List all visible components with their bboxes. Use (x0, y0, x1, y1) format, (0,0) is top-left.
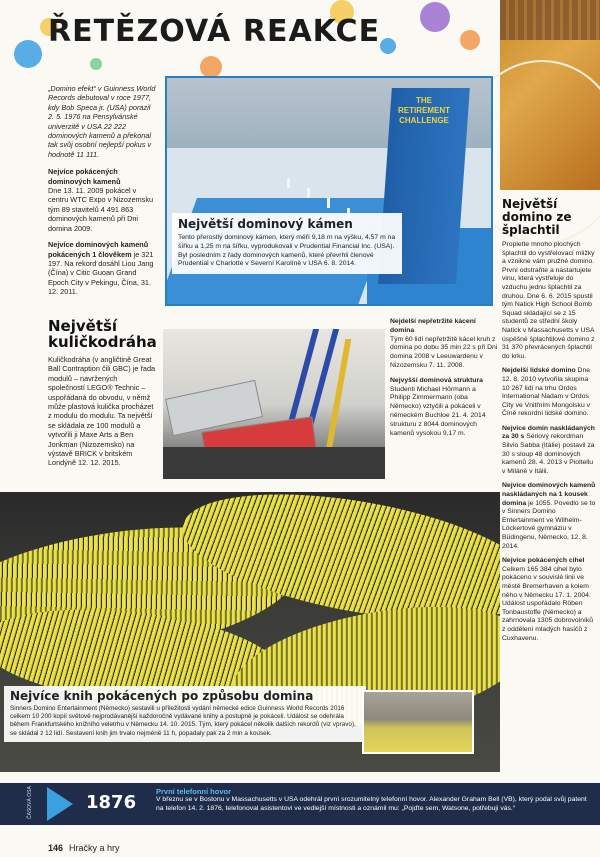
fact-block (502, 482, 596, 551)
bleachers (500, 0, 600, 40)
decor-bubble (380, 38, 396, 54)
decor-bubble (14, 40, 42, 68)
fact-block (502, 367, 596, 419)
middle-column (390, 318, 498, 444)
fact-block (48, 167, 158, 233)
fact-body: Celkem 165 384 cihel bylo pokáceno v souvislé linii ve městě Bremerhaven a kolem něho v Německu 17. 1. 2004. Událost uspořádalo Röben Tonbaustoffe (Německo) a zahrnovala 1305 dobrovolníků z oddělení mladých hasičů z Cuxhavenu. (502, 565, 594, 642)
section-name: Hračky a hry (69, 843, 120, 853)
timeline-label: ČASOVÁ OSA (27, 786, 33, 819)
decor-bubble (200, 56, 222, 78)
books-caption (4, 686, 366, 742)
books-title: Nejvíce knih pokácených po způsobu domina (10, 689, 314, 703)
decor-bubble (90, 58, 102, 70)
fact-body: Sériový rekordman Silvio Sabba (Itálie) postavil za 30 s sloup 48 dominových kamenů 28. 4. 2013 v Pioltellu v Miláně v Itálii. (502, 433, 595, 475)
stone-caption (172, 213, 402, 274)
shoe-title: Největší domino ze šplachtil (502, 197, 572, 237)
marble-title: Největší kuličkodráha (48, 317, 157, 351)
fact-body: je 321 197. Na rekord dosáhl Liou Jang (Čína) v Citic Guoan Grand Epoch City v Pekingu, Čína, 31. 12. 2011. (48, 249, 154, 297)
timeline-body: V březnu se v Bostonu v Massachusetts v USA odehrál první srozumitelný telefonní hovor. Alexander Graham Bell (VB), který podal svůj patent na telefon 14. 2. 1876, telefonoval asistentovi ve vedlejší místnosti a oznámil mu: „Pojďte sem, Watsone, potřebuji vás.“ (156, 796, 587, 812)
fact-block (390, 377, 498, 439)
fact-heading: Nejdelší lidské domino (502, 367, 576, 375)
marble-body: Kuličkodráha (v angličtině Great Ball Contraption čili GBC) je řada modulů – navržených společností LEGO® Technic – uspořádaná do obvodu, v němž může plastová kulička procházet z modulu do modulu. Ta největší se skládala ze 100 modulů a vytvořili ji Maxe Arts a Ben Jonkman (Nizozemsko) na výstavě BRICK v britském Londýně 12. 12. 2015. (48, 355, 156, 468)
fact-heading: Nejvíce pokácených cihel (502, 557, 585, 565)
domino-piece (307, 188, 310, 198)
decor-bubble (420, 2, 450, 32)
fact-heading: Nejvíce domin naskládaných za 30 s (502, 424, 595, 441)
timeline-title: První telefonní hovor (156, 787, 232, 796)
domino-piece (287, 178, 290, 188)
page-footer (48, 843, 120, 853)
fact-heading: Nejvyšší dominová struktura (390, 376, 483, 384)
fact-body: Studenti Michael Hörmann a Philipp Zimmermann (oba Německo) vztyčili a pokáceli v německém Buchloe 21. 4. 2014 strukturu z 8044 dominových kamenů vysokou 9,17 m. (390, 385, 486, 437)
page-title: ŘETĚZOVÁ REAKCE (48, 14, 381, 49)
header-banner (0, 0, 500, 78)
right-column (502, 198, 596, 649)
fact-body: je 1055. Povedlo se to v Sinners Domino Entertainment ve Wilhelm-Löckertově gymnáziu v Büdingenu, Německo, 12. 8. 2014. (502, 499, 596, 550)
page-number: 146 (48, 843, 64, 853)
fact-body: Dne 12. 8. 2010 vytvořila skupina 10 267 lidí na trhu Ordos International Nadam v Ordos City ve Vnitřním Mongolsku v Číně rekordní lidské domino. (502, 367, 591, 418)
fact-heading: Nejvíce dominových kamenů naskládaných na 1 kousek domina (502, 482, 596, 507)
intro-text: „Domino efekt“ v Guinness World Records debutoval v roce 1977, kdy Bob Speca jr. (USA) porazil 2. 5. 1976 na Pensylvánské univerzitě v USA 22 222 dominových kamenů a překonal tak svůj osobní nejlepší pokus v hodnotě 11 111. (48, 84, 156, 159)
timeline-year: 1876 (86, 792, 137, 813)
books-body: Sinners Domino Entertainment (Německo) sestavili u příležitosti vydání německé edice Guinness World Records 2016 celkem 10 200 kopií světově nejprodávanější každoročně vydávané knihy a postupně je pokáceli. Událost se odehrála během Frankfurtského knižního veletrhu v Německu 14. 10. 2015. Tým, který pokácel několik dalších rekordů (viz vpravo), se skládal z 12 lidí. Sestavení knih jim trvalo nejméně 11 h, popadaly pak za 2 min a kousek. (10, 705, 356, 737)
fact-body: Tým 60 lidí nepřetržitě kácel kruh z domina po dobu 35 min 22 s při Dni domina 2008 v Leeuwardenu v Nizozemsku 7. 11. 2008. (390, 335, 498, 369)
stone-title: Největší dominový kámen (178, 217, 353, 231)
shoe-body: Proplette mnoho plochých šplachtil do vystřelovací mližky a vznikne vám pružné domino. První odstraňte a nastartujete vinu, která vystřeluje do vzduchu jednu šplachtil za druhou. Dne 6. 6. 2015 spustil tým Natick High School Bomb Squad skládající se z 15 studentů ze střední školy Natick v Massachusetts v USA úspěšné šplachtilové domino z 31 370 převrácených šplachtil do krku. (502, 241, 595, 360)
fact-body: Dne 13. 11. 2009 pokácel v centru WTC Expo v Nizozemsku tým 89 stavitelů 4 491 863 dominových kamenů při Dni domina 2009. (48, 186, 154, 233)
fact-heading: Nejdelší nepřetržité kácení domina (390, 318, 476, 334)
fact-block (502, 425, 596, 477)
marble-section (48, 318, 156, 468)
arrow-icon (47, 787, 73, 821)
fact-heading: Nejvíce dominových kamenů pokácených 1 člověkem (48, 240, 149, 259)
fact-heading: Nejvíce pokácených dominových kamenů (48, 167, 121, 186)
decor-bubble (460, 30, 480, 50)
stone-body: Tento přerostlý dominový kámen, který měří 9,18 m na výšku, 4,57 m na šířku a 1,25 m na šířku, vyprodukovali v Prudential Financial Inc. (USA). Byl posledním z řady dominových kamenů, které převrhli členové Prudential v Charlotte v Severní Karolíně v USA 6. 8. 2014. (178, 234, 396, 268)
table (163, 447, 385, 479)
fact-block (502, 557, 596, 643)
timeline-bar (0, 783, 600, 825)
books-thumbnail (362, 690, 474, 754)
left-column (48, 84, 158, 304)
fact-block (390, 318, 498, 371)
fact-block (48, 240, 158, 296)
domino-piece (327, 198, 330, 208)
gym-photo (500, 0, 600, 190)
marble-run-photo (163, 329, 385, 479)
giant-domino-label: THE RETIREMENT CHALLENGE (398, 96, 450, 125)
